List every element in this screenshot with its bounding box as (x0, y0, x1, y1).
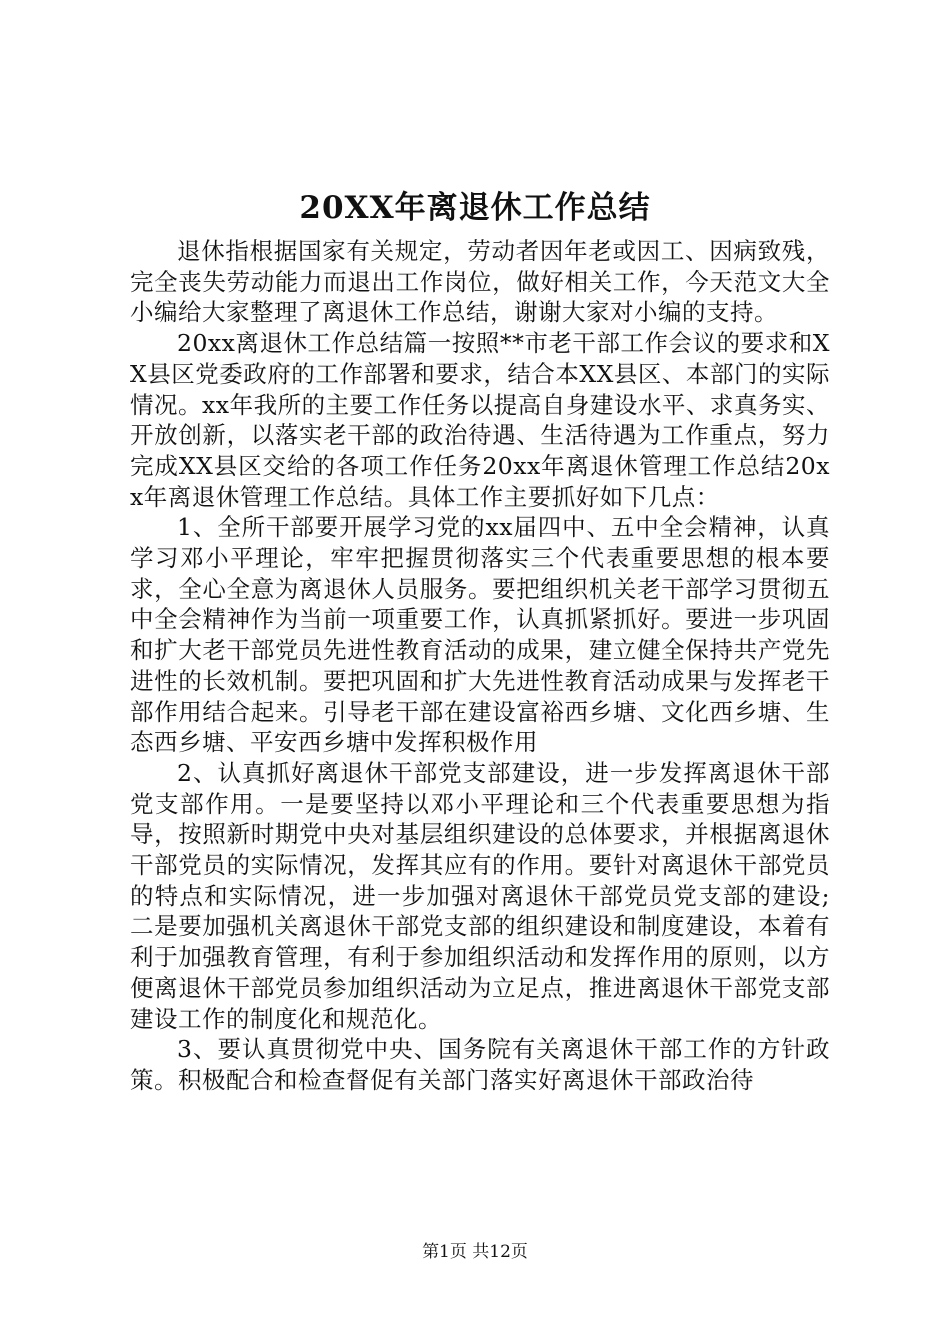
paragraph-intro: 退休指根据国家有关规定，劳动者因年老或因工、因病致残，完全丧失劳动能力而退出工作岗位，做好相关工作，今天范文大全小编给大家整理了离退休工作总结，谢谢大家对小编的支持。 (130, 237, 830, 327)
paragraph-item-1: 1、全所干部要开展学习党的xx届四中、五中全会精神，认真学习邓小平理论，牢牢把握贯彻落实三个代表重要思想的根本要求，全心全意为离退休人员服务。要把组织机关老干部学习贯彻五中全会精神作为当前一项重要工作，认真抓紧抓好。要进一步巩固和扩大老干部党员先进性教育活动的成果，建立健全保持共产党先进性的长效机制。要把巩固和扩大先进性教育活动成果与发挥老干部作用结合起来。引导老干部在建设富裕西乡塘、文化西乡塘、生态西乡塘、平安西乡塘中发挥积极作用 (130, 513, 830, 757)
paragraph-summary: 20xx离退休工作总结篇一按照**市老干部工作会议的要求和XX县区党委政府的工作部署和要求，结合本XX县区、本部门的实际情况。xx年我所的主要工作任务以提高自身建设水平、求真务实、开放创新，以落实老干部的政治待遇、生活待遇为工作重点，努力完成XX县区交给的各项工作任务20xx年离退休管理工作总结20xx年离退休管理工作总结。具体工作主要抓好如下几点： (130, 329, 830, 511)
paragraph-item-3: 3、要认真贯彻党中央、国务院有关离退休干部工作的方针政策。积极配合和检查督促有关部门落实好离退休干部政治待 (130, 1035, 830, 1094)
paragraph-item-2: 2、认真抓好离退休干部党支部建设，进一步发挥离退休干部党支部作用。一是要坚持以邓小平理论和三个代表重要思想为指导，按照新时期党中央对基层组织建设的总体要求，并根据离退休干部党员的实际情况，发挥其应有的作用。要针对离退休干部党员的特点和实际情况，进一步加强对离退休干部党员党支部的建设;二是要加强机关离退休干部党支部的组织建设和制度建设，本着有利于加强教育管理，有利于参加组织活动和发挥作用的原则，以方便离退休干部党员参加组织活动为立足点，推进离退休干部党支部建设工作的制度化和规范化。 (130, 758, 830, 1033)
document-body (130, 236, 830, 1096)
document-title: 20XX年离退休工作总结 (299, 190, 651, 226)
page-number-footer: 第1页 共12页 (422, 1242, 528, 1262)
